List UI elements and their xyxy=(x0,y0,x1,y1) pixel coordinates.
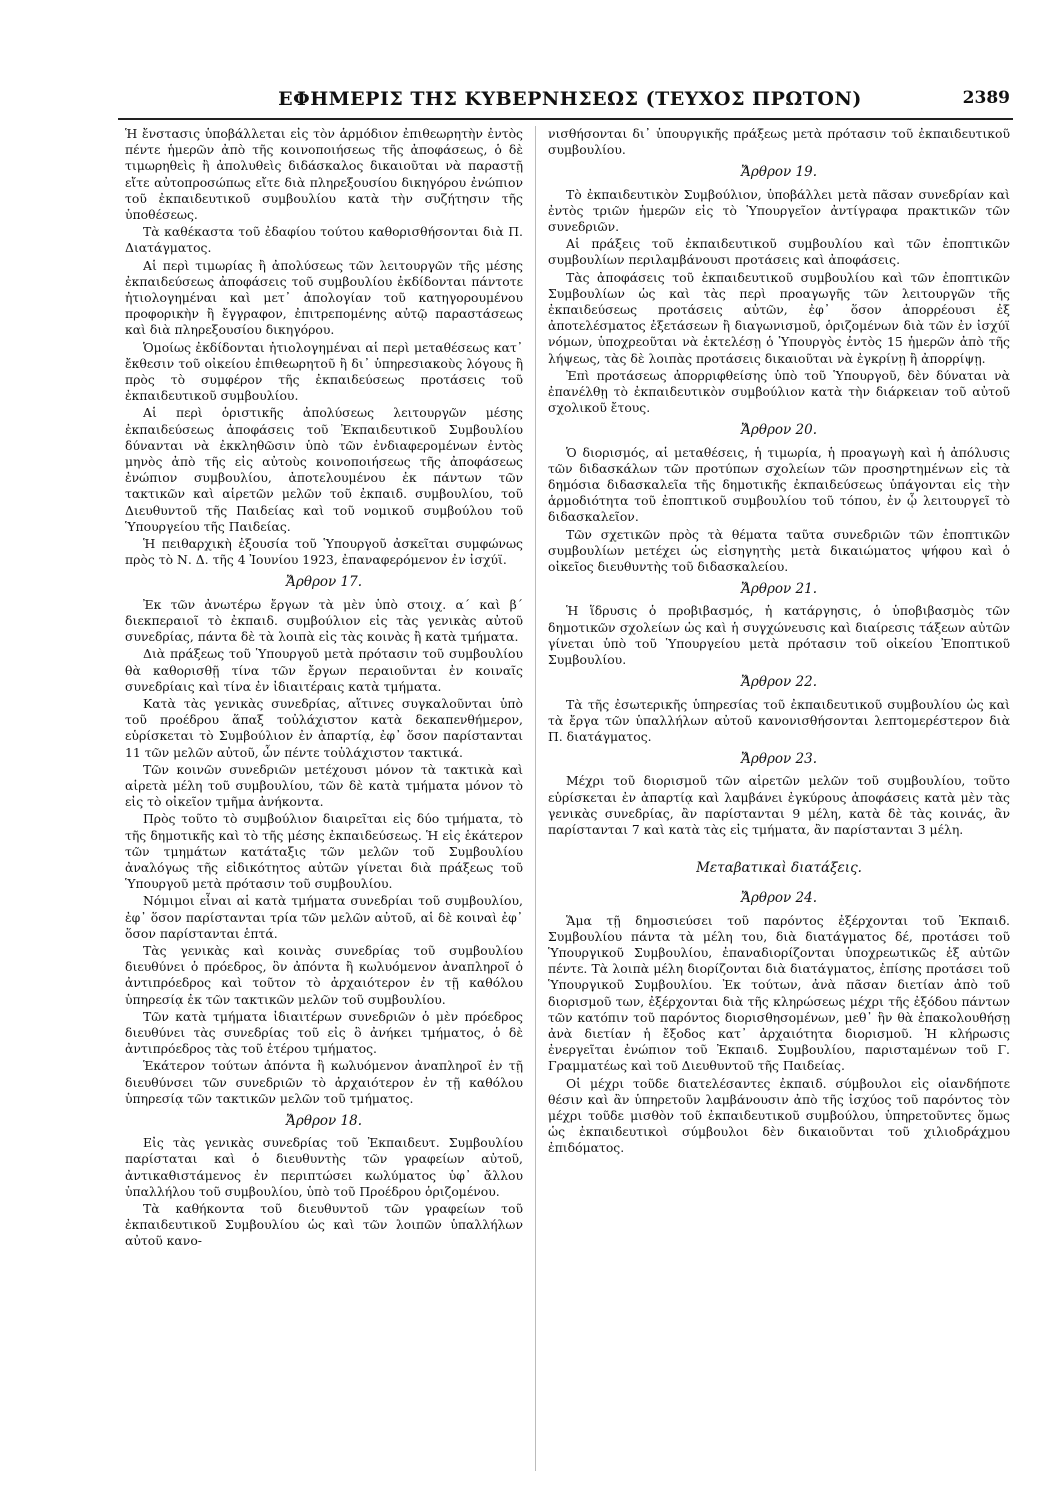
paragraph: Τῶν κοινῶν συνεδριῶν μετέχουσι μόνον τὰ τακτικὰ καὶ αἱρετὰ μέλη τοῦ συμβουλίου, τῶν δὲ κατὰ τμήματα μόνον τὸ εἰς τὸ οἰκεῖον τμῆμα ἀνήκοντα. xyxy=(125,761,523,810)
article-heading: Ἄρθρον 17. xyxy=(285,574,362,591)
paragraph: Τῶν σχετικῶν πρὸς τὰ θέματα ταῦτα συνεδριῶν τῶν ἐποπτικῶν συμβουλίων μετέχει ὡς εἰσηγητὴς μετὰ δικαιώματος ψήφου καὶ ὁ οἰκεῖος διευθυντὴς τοῦ διδασκαλείου. xyxy=(548,526,1010,575)
paragraph: Αἱ περὶ τιμωρίας ἢ ἀπολύσεως τῶν λειτουργῶν τῆς μέσης ἐκπαιδεύσεως ἀποφάσεις τοῦ συμβουλίου ἐκδίδονται πάντοτε ἠτιολογημέναι καὶ μετ᾿ ἀπολογίαν τοῦ κατηγορουμένου προφορικὴν ἢ ἔγγραφον, ἐπιτρεπομένης αὐτῷ παραστάσεως καὶ διὰ πληρεξουσίου δικηγόρου. xyxy=(125,257,523,338)
gazette-title: ΕΦΗΜΕΡΙΣ ΤΗΣ ΚΥΒΕΡΝΗΣΕΩΣ (ΤΕΥΧΟΣ ΠΡΩΤΟΝ) xyxy=(278,88,862,110)
left-column xyxy=(125,126,523,1476)
article-heading: Ἄρθρον 18. xyxy=(285,1112,362,1129)
paragraph: Ἅμα τῇ δημοσιεύσει τοῦ παρόντος ἐξέρχονται τοῦ Ἐκπαιδ. Συμβουλίου πάντα τὰ μέλη του, διὰ διατάγματος δέ, προτάσει τοῦ Ὑπουργικοῦ Συμβουλίου, ἐπαναδιορίζονται ὑποχρεωτικῶς ἐξ αὐτῶν πέντε. Τὰ λοιπὰ μέλη διορίζονται διὰ διατάγματος, ἐπίσης προτάσει τοῦ Ὑπουργικοῦ Συμβουλίου. Ἐκ τούτων, ἀνὰ πᾶσαν διετίαν ἀπὸ τοῦ διορισμοῦ των, ἐξέρχονται διὰ τῆς κληρώσεως μέχρι τῆς ἐξόδου πάντων τῶν κατόπιν τοῦ παρόντος διορισθησομένων, μεθ᾿ ἣν θὰ ἐπακολουθήσῃ ἀνὰ διετίαν ἡ ἔξοδος κατ᾿ ἀρχαιότητα διορισμοῦ. Ἡ κλήρωσις ἐνεργεῖται ἐνώπιον τοῦ Ἐκπαιδ. Συμβουλίου, παρισταμένων τοῦ Γ. Γραμματέως καὶ τοῦ Διευθυντοῦ τῆς Παιδείας. xyxy=(548,912,1010,1074)
paragraph: Τὰ καθέκαστα τοῦ ἐδαφίου τούτου καθορισθήσονται διὰ Π. Διατάγματος. xyxy=(125,224,523,256)
paragraph: Ὁ διορισμός, αἱ μεταθέσεις, ἡ τιμωρία, ἡ προαγωγὴ καὶ ἡ ἀπόλυσις τῶν διδασκάλων τῶν προτύπων σχολείων τῶν προσηρτημένων εἰς τὰ δημόσια διδασκαλεῖα τῆς δημοτικῆς ἐκπαιδεύσεως ὑπάγονται εἰς τὴν ἁρμοδιότητα τοῦ ἐποπτικοῦ συμβουλίου τοῦ τόπου, ἐν ᾧ λειτουργεῖ τὸ διδασκαλεῖον. xyxy=(548,444,1010,525)
article-heading: Ἄρθρον 23. xyxy=(740,751,817,768)
paragraph: Τὰς ἀποφάσεις τοῦ ἐκπαιδευτικοῦ συμβουλίου καὶ τῶν ἐποπτικῶν Συμβουλίων ὡς καὶ τὰς περὶ προαγωγῆς τῶν λειτουργῶν τῆς ἐκπαιδεύσεως προτάσεις αὐτῶν, ἐφ᾿ ὅσον ἀπορρέουσι ἐξ ἀποτελέσματος ἐξετάσεων ἢ διαγωνισμοῦ, ὁριζομένων διὰ τῶν ἐν ἰσχύϊ νόμων, ὑποχρεοῦται νὰ ἐκτελέσῃ ὁ Ὑπουργὸς ἐντὸς 15 ἡμερῶν ἀπὸ τῆς λήψεως, τὰς δὲ λοιπὰς προτάσεις δικαιοῦται νὰ ἐγκρίνῃ ἢ ἀπορρίψῃ. xyxy=(548,269,1010,366)
article-heading: Ἄρθρον 19. xyxy=(740,164,817,181)
article-heading: Ἄρθρον 20. xyxy=(740,422,817,439)
paragraph: Πρὸς τοῦτο τὸ συμβούλιον διαιρεῖται εἰς δύο τμήματα, τὸ τῆς δημοτικῆς καὶ τὸ τῆς μέσης ἐκπαιδεύσεως. Ἡ εἰς ἑκάτερον τῶν τμημάτων κατάταξις τῶν μελῶν τοῦ Συμβουλίου ἀναλόγως τῆς εἰδικότητος αὐτῶν γίνεται διὰ πράξεως τοῦ Ὑπουργοῦ μετὰ πρότασιν τοῦ συμβουλίου. xyxy=(125,811,523,892)
paragraph: Αἱ πράξεις τοῦ ἐκπαιδευτικοῦ συμβουλίου καὶ τῶν ἐποπτικῶν συμβουλίων περιλαμβάνουσι προτάσεις καὶ ἀποφάσεις. xyxy=(548,236,1010,268)
page-number: 2389 xyxy=(962,88,1010,108)
paragraph: Ἡ ἵδρυσις ὁ προβιβασμός, ἡ κατάργησις, ὁ ὑποβιβασμὸς τῶν δημοτικῶν σχολείων ὡς καὶ ἡ συγχώνευσις καὶ διαίρεσις τάξεων αὐτῶν γίνεται ὑπὸ τοῦ Ὑπουργείου μετὰ πρότασιν τοῦ οἰκείου Ἐποπτικοῦ Συμβουλίου. xyxy=(548,603,1010,668)
paragraph: Τῶν κατὰ τμήματα ἰδιαιτέρων συνεδριῶν ὁ μὲν πρόεδρος διευθύνει τὰς συνεδρίας τοῦ εἰς ὃ ἀνήκει τμήματος, ὁ δὲ ἀντιπρόεδρος τὰς τοῦ ἑτέρου τμήματος. xyxy=(125,1008,523,1057)
paragraph: Ἑκάτερον τούτων ἀπόντα ἢ κωλυόμενον ἀναπληροῖ ἐν τῇ διευθύνσει τῶν συνεδριῶν τὸ ἀρχαιότερον ἐν τῇ καθόλου ὑπηρεσίᾳ τῶν τακτικῶν μελῶν τοῦ τμήματος. xyxy=(125,1058,523,1106)
header-rule xyxy=(118,118,1013,120)
paragraph: Κατὰ τὰς γενικὰς συνεδρίας, αἵτινες συγκαλοῦνται ὑπὸ τοῦ προέδρου ἅπαξ τοὐλάχιστον κατὰ δεκαπενθήμερον, εὑρίσκεται τὸ Συμβούλιον ἐν ἀπαρτίᾳ, ἐφ᾿ ὅσον παρίστανται 11 τῶν μελῶν αὐτοῦ, ὧν πέντε τοὐλάχιστον τακτικά. xyxy=(125,695,523,760)
paragraph: Τὰς γενικὰς καὶ κοινὰς συνεδρίας τοῦ συμβουλίου διευθύνει ὁ πρόεδρος, ὃν ἀπόντα ἢ κωλυόμενον ἀναπληροῖ ὁ ἀντιπρόεδρος καὶ τοῦτον τὸ ἀρχαιότερον ἐν τῇ καθόλου ὑπηρεσίᾳ ἐκ τῶν τακτικῶν μελῶν τοῦ συμβουλίου. xyxy=(125,942,523,1007)
section-heading: Μεταβατικαὶ διατάξεις. xyxy=(696,860,862,877)
paragraph: Ἐκ τῶν ἀνωτέρω ἔργων τὰ μὲν ὑπὸ στοιχ. α΄ καὶ β΄ διεκπεραιοῖ τὸ ἐκπαιδ. συμβούλιον εἰς τὰς γενικὰς αὐτοῦ συνεδρίας, πάντα δὲ τὰ λοιπὰ εἰς τὰς κοινὰς ἢ κατὰ τμήματα. xyxy=(125,596,523,645)
paragraph: Ἐπὶ προτάσεως ἀπορριφθείσης ὑπὸ τοῦ Ὑπουργοῦ, δὲν δύναται νὰ ἐπανέλθῃ τὸ ἐκπαιδευτικὸν συμβούλιον κατὰ τὴν διάρκειαν τοῦ αὐτοῦ σχολικοῦ ἔτους. xyxy=(548,367,1010,416)
right-column xyxy=(548,126,1010,1476)
page-header xyxy=(120,88,1010,116)
paragraph: νισθήσονται δι᾿ ὑπουργικῆς πράξεως μετὰ πρότασιν τοῦ ἐκπαιδευτικοῦ συμβουλίου. xyxy=(548,126,1010,158)
paragraph: Διὰ πράξεως τοῦ Ὑπουργοῦ μετὰ πρότασιν τοῦ συμβουλίου θὰ καθορισθῇ τίνα τῶν ἔργων περαιοῦνται ἐν κοιναῖς συνεδρίαις καὶ τίνα ἐν ἰδιαιτέραις κατὰ τμήματα. xyxy=(125,646,523,694)
paragraph: Τὰ καθήκοντα τοῦ διευθυντοῦ τῶν γραφείων τοῦ ἐκπαιδευτικοῦ Συμβουλίου ὡς καὶ τῶν λοιπῶν ὑπαλλήλων αὐτοῦ κανο- xyxy=(125,1201,523,1249)
article-heading: Ἄρθρον 24. xyxy=(740,890,817,907)
paragraph: Οἱ μέχρι τοῦδε διατελέσαντες ἐκπαιδ. σύμβουλοι εἰς οἱανδήποτε θέσιν καὶ ἂν ὑπηρετοῦν λαμβάνουσιν ἀπὸ τῆς ἰσχύος τοῦ παρόντος τὸν μέχρι τοῦδε μισθὸν τοῦ ἐκπαιδευτικοῦ συμβούλου, ὑπηρετοῦντες ὅμως ὡς ἐκπαιδευτικοὶ σύμβουλοι δὲν δικαιοῦνται τοῦ χιλιοδράχμου ἐπιδόματος. xyxy=(548,1075,1010,1156)
paragraph: Ἡ πειθαρχικὴ ἐξουσία τοῦ Ὑπουργοῦ ἀσκεῖται συμφώνως πρὸς τὸ Ν. Δ. τῆς 4 Ἰουνίου 1923, ἐπαναφερόμενον ἐν ἰσχύϊ. xyxy=(125,536,523,568)
paragraph: Τὰ τῆς ἐσωτερικῆς ὑπηρεσίας τοῦ ἐκπαιδευτικοῦ συμβουλίου ὡς καὶ τὰ ἔργα τῶν ὑπαλλήλων αὐτοῦ κανονισθήσονται λεπτομερέστερον διὰ Π. διατάγματος. xyxy=(548,696,1010,744)
paragraph: Αἱ περὶ ὁριστικῆς ἀπολύσεως λειτουργῶν μέσης ἐκπαιδεύσεως ἀποφάσεις τοῦ Ἐκπαιδευτικοῦ Συμβουλίου δύνανται νὰ ἐκκληθῶσιν ὑπὸ τῶν ἐνδιαφερομένων ἐντὸς μηνὸς ἀπὸ τῆς εἰς αὐτοὺς κοινοποιήσεως τῆς ἀποφάσεως ἐνώπιον συμβουλίου, ἀποτελουμένου ἐκ πάντων τῶν τακτικῶν καὶ αἱρετῶν μελῶν τοῦ ἐκπαιδ. συμβουλίου, τοῦ Διευθυντοῦ τῆς Παιδείας καὶ τοῦ νομικοῦ συμβούλου τοῦ Ὑπουργείου τῆς Παιδείας. xyxy=(125,405,523,534)
paragraph: Τὸ ἐκπαιδευτικὸν Συμβούλιον, ὑποβάλλει μετὰ πᾶσαν συνεδρίαν καὶ ἐντὸς τριῶν ἡμερῶν εἰς τὸ Ὑπουργεῖον ἀντίγραφα πρακτικῶν τῶν συνεδριῶν. xyxy=(548,186,1010,235)
paragraph: Ἡ ἔνστασις ὑποβάλλεται εἰς τὸν ἁρμόδιον ἐπιθεωρητὴν ἐντὸς πέντε ἡμερῶν ἀπὸ τῆς κοινοποιήσεως τῆς ἀποφάσεως, ὁ δὲ τιμωρηθεὶς ἢ ἀπολυθεὶς διδάσκαλος δικαιοῦται νὰ παραστῇ εἴτε αὐτοπροσώπως εἴτε διὰ πληρεξουσίου δικηγόρου ἐνώπιον τοῦ ἐκπαιδευτικοῦ συμβουλίου κατὰ τὴν συζήτησιν τῆς ὑποθέσεως. xyxy=(125,126,523,223)
paragraph: Μέχρι τοῦ διορισμοῦ τῶν αἱρετῶν μελῶν τοῦ συμβουλίου, τοῦτο εὑρίσκεται ἐν ἀπαρτίᾳ καὶ λαμβάνει ἐγκύρους ἀποφάσεις κατὰ μὲν τὰς γενικὰς συνεδρίας, ἂν παρίστανται 9 μέλη, κατὰ δὲ τὰς κοινάς, ἂν παρίστανται 7 καὶ κατὰ τὰς εἰς τμήματα, ἂν παρίστανται 3 μέλη. xyxy=(548,773,1010,837)
paragraph: Εἰς τὰς γενικὰς συνεδρίας τοῦ Ἐκπαιδευτ. Συμβουλίου παρίσταται καὶ ὁ διευθυντὴς τῶν γραφείων αὐτοῦ, ἀντικαθιστάμενος ἐν περιπτώσει κωλύματος ὑφ᾿ ἄλλου ὑπαλλήλου τοῦ συμβουλίου, ὑπὸ τοῦ Προέδρου ὁριζομένου. xyxy=(125,1135,523,1199)
article-heading: Ἄρθρον 21. xyxy=(740,581,817,598)
paragraph: Ὁμοίως ἐκδίδονται ἠτιολογημέναι αἱ περὶ μεταθέσεως κατ᾿ ἔκθεσιν τοῦ οἰκείου ἐπιθεωρητοῦ ἢ δι᾿ ὑπηρεσιακοὺς λόγους ἢ πρὸς τὸ συμφέρον τῆς ἐκπαιδεύσεως προτάσεις τοῦ ἐκπαιδευτικοῦ συμβουλίου. xyxy=(125,339,523,404)
column-divider xyxy=(535,126,536,1471)
paragraph: Νόμιμοι εἶναι αἱ κατὰ τμήματα συνεδρίαι τοῦ συμβουλίου, ἐφ᾿ ὅσον παρίστανται τρία τῶν μελῶν αὐτοῦ, αἱ δὲ κοιναὶ ἐφ᾿ ὅσον παρίστανται ἑπτά. xyxy=(125,893,523,941)
article-heading: Ἄρθρον 22. xyxy=(740,674,817,691)
